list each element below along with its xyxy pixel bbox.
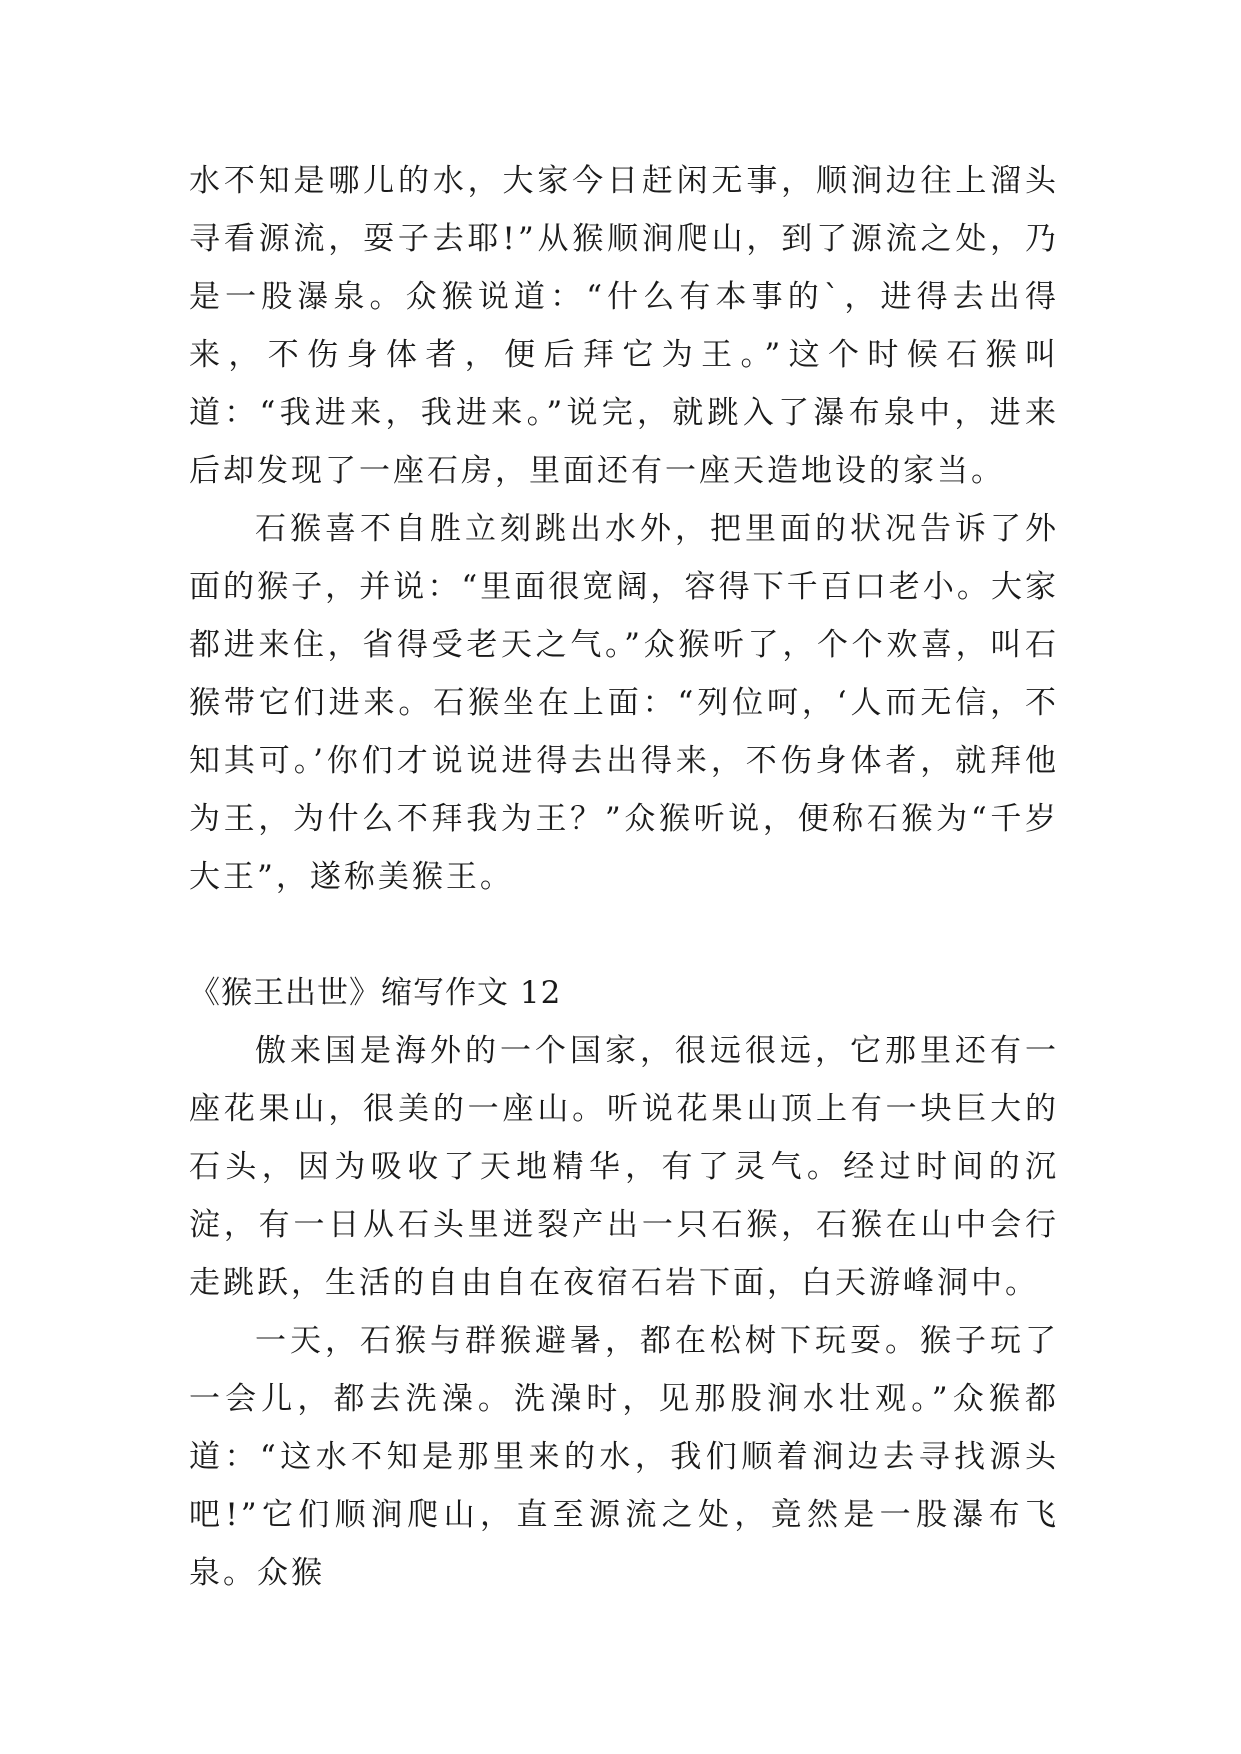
paragraph-continuation: 水不知是哪儿的水，大家今日赶闲无事，顺涧边往上溜头寻看源流，耍子去耶!”从猴顺涧爬山，到了源流之处，乃是一股瀑泉。众猴说道：“什么有本事的`，进得去出得来，不伤身体者，便后拜它为王。”这个时候石猴叫道：“我进来，我进来。”说完，就跳入了瀑布泉中，进来后却发现了一座石房，里面还有一座天造地设的家当。 (189, 163, 1059, 489)
paragraph-summer-bathing: 一天，石猴与群猴避暑，都在松树下玩耍。猴子玩了一会儿，都去洗澡。洗澡时，见那股涧水壮观。”众猴都道：“这水不知是那里来的水，我们顺着涧边去寻找源头吧!”它们顺涧爬山，直至源流之处，竟然是一股瀑布飞泉。众猴 (189, 1323, 1059, 1591)
section-heading: 《猴王出世》缩写作文 12 (189, 975, 562, 1011)
paragraph-stone-monkey-king: 石猴喜不自胜立刻跳出水外，把里面的状况告诉了外面的猴子，并说：“里面很宽阔，容得下千百口老小。大家都进来住，省得受老天之气。”众猴听了，个个欢喜，叫石猴带它们进来。石猴坐在上面：“列位呵，‘人而无信，不知其可。’你们才说说进得去出得来，不伤身体者，就拜他为王，为什么不拜我为王？”众猴听说，便称石猴为“千岁大王”，遂称美猴王。 (189, 511, 1059, 895)
document-body (189, 152, 1059, 1602)
section-gap (189, 906, 1059, 964)
paragraph-aolai-country: 傲来国是海外的一个国家，很远很远，它那里还有一座花果山，很美的一座山。听说花果山顶上有一块巨大的石头，因为吸收了天地精华，有了灵气。经过时间的沉淀，有一日从石头里迸裂产出一只石猴，石猴在山中会行走跳跃，生活的自由自在夜宿石岩下面，白天游峰洞中。 (189, 1033, 1059, 1301)
